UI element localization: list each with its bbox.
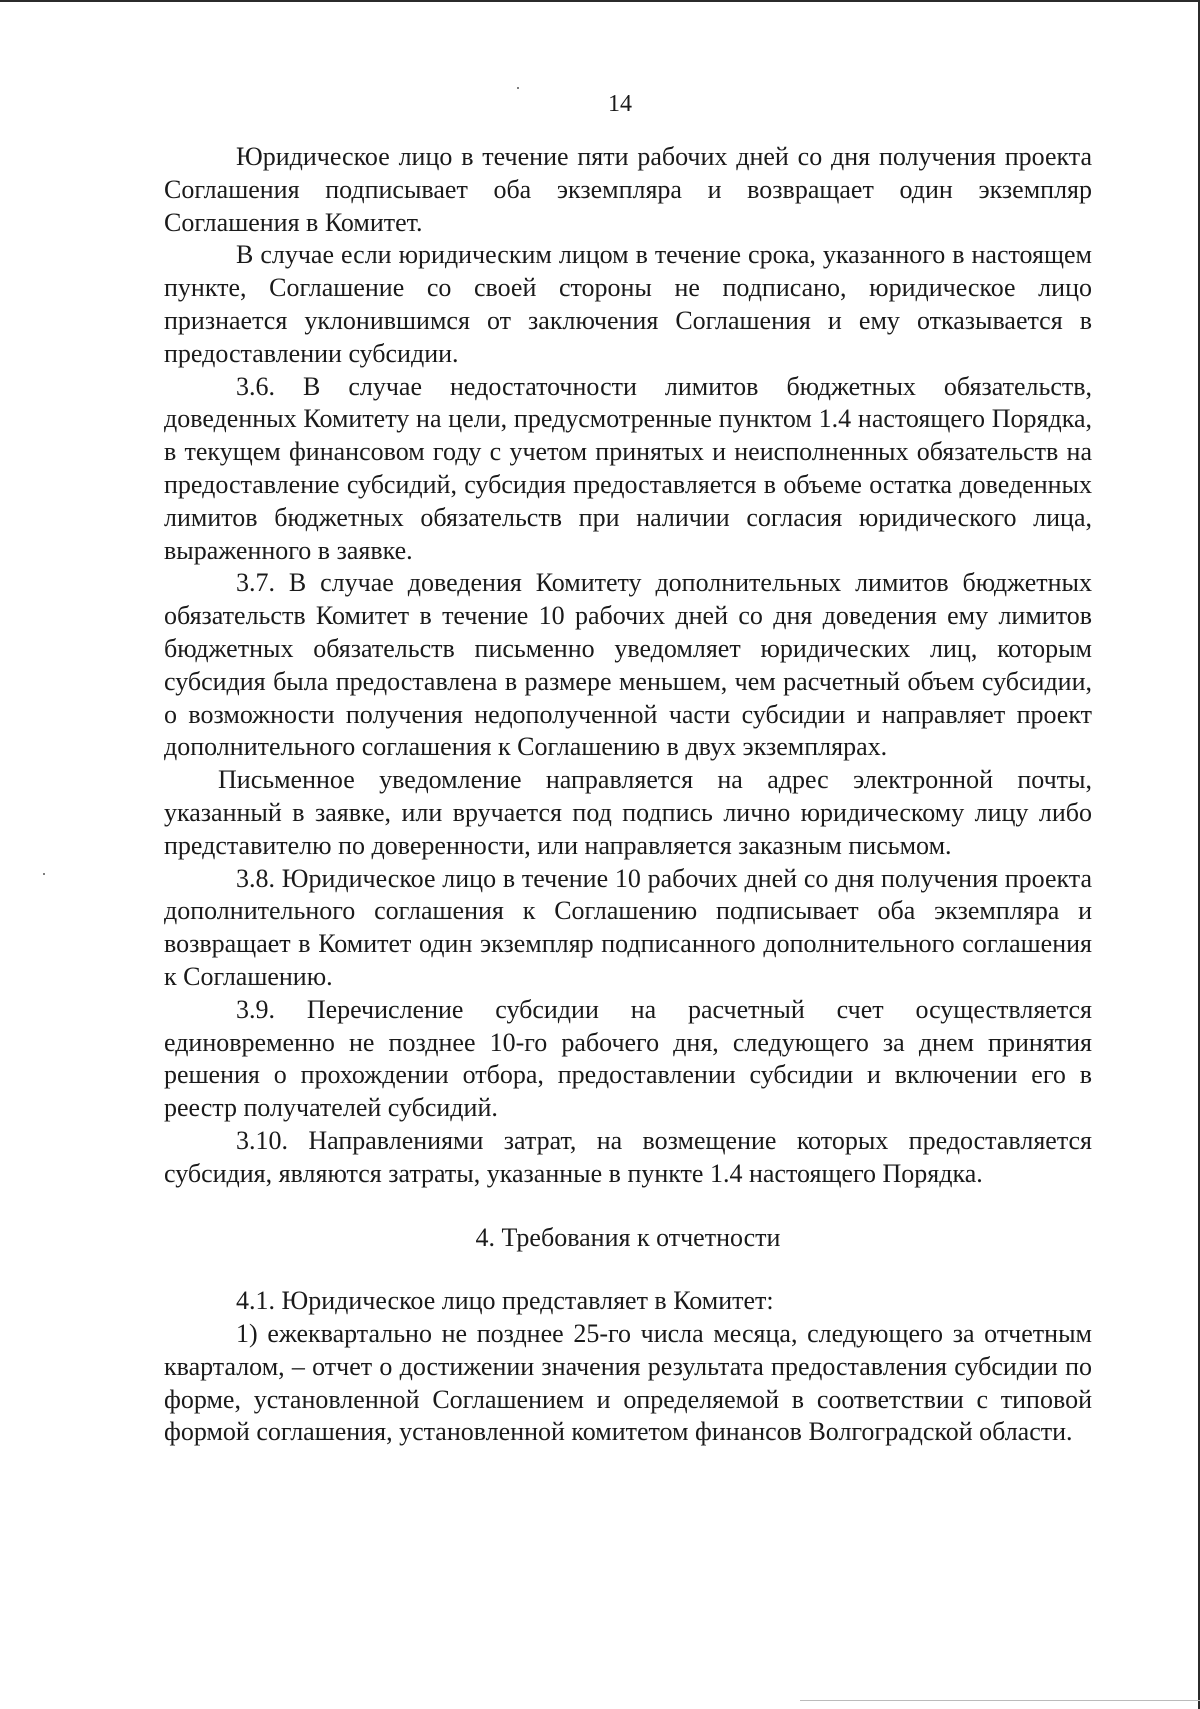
paragraph-3-6: 3.6. В случае недостаточности лимитов бюджетных обязательств, доведенных Комитету на цели, предусмотренные пунктом 1.4 настоящего Порядка, в текущем финансовом году с учетом принятых и неисполненных обязательств на предоставление субсидий, субсидия предоставляется в объеме остатка доведенных лимитов бюджетных обязательств при наличии согласия юридического лица, выраженного в заявке. bbox=[164, 371, 1092, 565]
paragraph-3-8: 3.8. Юридическое лицо в течение 10 рабочих дней со дня получения проекта дополнительного соглашения к Соглашению подписывает оба экземпляра и возвращает в Комитет один экземпляр подписанного дополнительного соглашения к Соглашению. bbox=[164, 863, 1092, 991]
paragraph: Письменное уведомление направляется на адрес электронной почты, указанный в заявке, или вручается под подпись лично юридическому лицу либо представителю по доверенности, или направляется заказным письмом. bbox=[164, 765, 1092, 860]
paragraph-3-10: 3.10. Направлениями затрат, на возмещение которых предоставляется субсидия, являются затраты, указанные в пункте 1.4 настоящего Порядка. bbox=[164, 1125, 1092, 1188]
scan-edge-mark bbox=[800, 1700, 1200, 1701]
list-item: 1) ежеквартально не позднее 25-го числа месяца, следующего за отчетным кварталом, – отчет о достижении значения результата предоставления субсидии по форме, установленной Соглашением и определяемой в соответствии с типовой формой соглашения, установленной комитетом финансов Волгоградской области. bbox=[164, 1319, 1092, 1447]
paragraph: В случае если юридическим лицом в течение срока, указанного в настоящем пункте, Соглашение со своей стороны не подписано, юридическое лицо признается уклонившимся от заключения Соглашения и ему отказывается в предоставлении субсидии. bbox=[164, 240, 1092, 368]
paragraph-4-1: 4.1. Юридическое лицо представляет в Комитет: bbox=[236, 1286, 774, 1316]
paragraph: Юридическое лицо в течение пяти рабочих дней со дня получения проекта Соглашения подписывает оба экземпляра и возвращает один экземпляр Соглашения в Комитет. bbox=[164, 142, 1092, 237]
paragraph-3-9: 3.9. Перечисление субсидии на расчетный счет осуществляется единовременно не позднее 10-го рабочего дня, следующего за днем принятия решения о прохождении отбора, предоставлении субсидии и включении его в реестр получателей субсидий. bbox=[164, 994, 1092, 1123]
page-edge-top bbox=[0, 0, 1200, 2]
page-number: 14 bbox=[608, 91, 632, 117]
document-body bbox=[164, 141, 1092, 1449]
scan-speck bbox=[43, 873, 45, 875]
paragraph-3-7: 3.7. В случае доведения Комитету дополнительных лимитов бюджетных обязательств Комитет в течение 10 рабочих дней со дня доведения ему лимитов бюджетных обязательств письменно уведомляет юридических лиц, которым субсидия была предоставлена в размере меньшем, чем расчетный объем субсидии, о возможности получения недополученной части субсидии и направляет проект дополнительного соглашения к Соглашению в двух экземплярах. bbox=[164, 568, 1092, 762]
section-heading: 4. Требования к отчетности bbox=[475, 1222, 781, 1252]
